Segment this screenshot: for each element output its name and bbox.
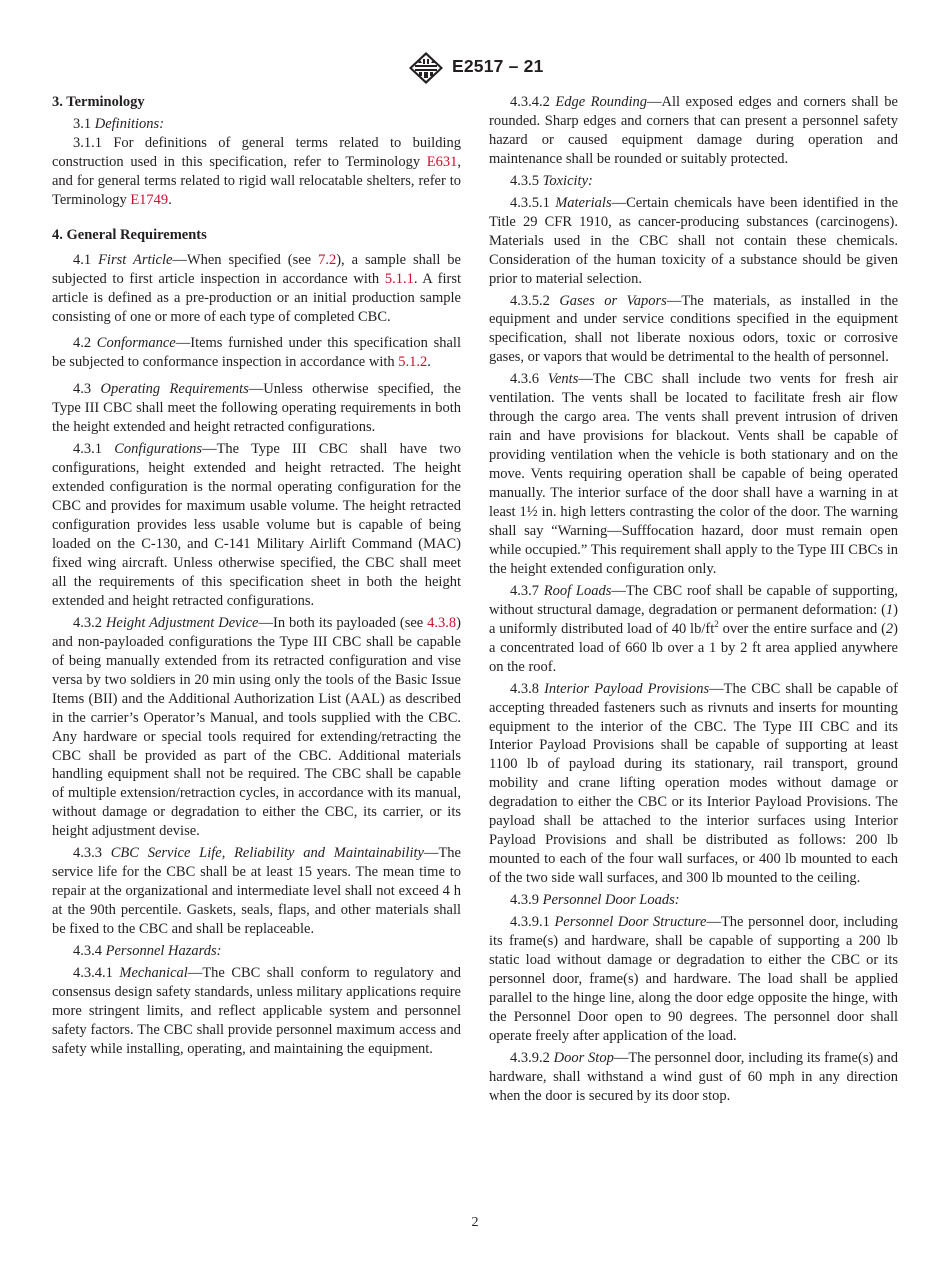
- page-number: 2: [471, 1215, 479, 1230]
- section-3-heading: 3. Terminology: [52, 94, 145, 110]
- paragraph-3-1: 3.1 Definitions:: [73, 115, 165, 132]
- astm-logo-icon: [406, 51, 446, 85]
- link-5-1-2[interactable]: 5.1.2: [398, 354, 428, 371]
- link-7-2[interactable]: 7.2: [318, 251, 337, 268]
- paragraph-4-1: 4.1 First Article—When specified (see 7.2), a sample shall be subjected to first article inspection in accordance with 5.1.1. A first article is defined as a pre-production or an initial production sample consisting of one or more of each type of completed CBC.: [52, 251, 462, 325]
- paragraph-4-3-9-1: 4.3.9.1 Personnel Door Structure—The personnel door, including its frame(s) and hardware, shall be capable of supporting a 200 lb static load without damage or degradation to either the CBC or its personnel door, frame(s) and hardware. The load shall be applied parallel to the hinge line, along the door edge opposite the hinge, with the Personnel Door open to 90 degrees. The personnel door shall operate freely after application of the load.: [489, 914, 898, 1044]
- paragraph-4-3-4-1: 4.3.4.1 Mechanical—The CBC shall conform to regulatory and consensus design safety standards, unless military applications require more stringent limits, and reflect applicable system and personnel safety factors. The CBC shall provide personnel maximum access and safety while installing, operating, and maintaining the equipment.: [52, 964, 462, 1057]
- paragraph-4-3-5-1: 4.3.5.1 Materials—Certain chemicals have been identified in the Title 29 CFR 1910, as cancer-producing substances (carcinogens). Materials used in the CBC shall not contain these chemicals. Consideration of the human toxicity of a substance should be given prior to material selection.: [489, 194, 899, 287]
- section-4-heading: 4. General Requirements: [52, 226, 207, 243]
- paragraph-4-3: 4.3 Operating Requirements—Unless otherwise specified, the Type III CBC shall meet the following operating requirements in both the height extended and height retracted configurations.: [52, 381, 461, 436]
- document-designation: E2517 – 21: [452, 56, 544, 76]
- paragraph-4-3-5: 4.3.5 Toxicity:: [510, 172, 593, 189]
- page-header: [0, 51, 950, 85]
- paragraph-3-1-1: 3.1.1 For definitions of general terms related to building construction used in this specification, refer to Terminology E631, and for general terms related to rigid wall relocatable shelters, refer to Terminology E1749.: [52, 134, 461, 208]
- right-column: [489, 93, 898, 1109]
- paragraph-4-2: 4.2 Conformance—Items furnished under this specification shall be subjected to conformance inspection in accordance with 5.1.2.: [52, 335, 461, 371]
- paragraph-4-3-7: 4.3.7 Roof Loads—The CBC roof shall be capable of supporting, without structural damage, degradation or permanent deformation: (1) a uniformly distributed load of 40 $lb/ft^2$ over the entire surface and (2) a concentrated load of 660 lb over a 1 by 2 ft area applied anywhere on the roof.: [489, 582, 898, 675]
- paragraph-4-3-9-2: 4.3.9.2 Door Stop—The personnel door, including its frame(s) and hardware, shall withstand a wind gust of 60 mph in any direction when the door is secured by its door stop.: [489, 1049, 898, 1104]
- paragraph-4-3-9: 4.3.9 Personnel Door Loads:: [510, 892, 680, 909]
- paragraph-4-3-8: 4.3.8 Interior Payload Provisions—The CBC shall be capable of accepting threaded fasteners such as rivnuts and inserts for mounting equipment to the interior of the CBC. The Type III CBC and its Interior Payload Provisions shall be capable of supporting at least 1100 lb of payload during its stationary, rail transport, ground mobility and crane lifting operation modes without damage or degradation to either the CBC or its Interior Payload Provisions. The payload shall be attached to the interior surfaces using Interior Payload Provisions and shall be distributed as follows: 200 lb mounted to each of the four wall surfaces, or 400 lb mounted to each of the two side wall surfaces, and 300 lb mounted to the ceiling.: [489, 680, 899, 887]
- paragraph-4-3-6: 4.3.6 Vents—The CBC shall include two vents for fresh air ventilation. The vents shall be located to facilitate fresh air flow through the cargo area. The vents shall prevent intrusion of driven rain and have provisions for blackout. Vents shall be capable of providing ventilation when the vehicle is both stationary and on the move. Vents requiring operation shall be capable of being operated manually. The interior surface of the door shall have a warning in at least 1½ in. high letters contrasting the color of the door. The warning shall say “Warning—Sufffocation hazard, door must remain open while occupied.” This requirement shall apply to the Type III CBCs in the height extended configuration only.: [489, 371, 898, 577]
- paragraph-4-3-4: 4.3.4 Personnel Hazards:: [73, 943, 222, 960]
- paragraph-4-3-4-2: 4.3.4.2 Edge Rounding—All exposed edges and corners shall be rounded. Sharp edges and corners that can present a personnel safety hazard or caused equipment damage during operation and maintenance shall be rounded or suitably protected.: [489, 94, 898, 167]
- link-4-3-8[interactable]: 4.3.8: [427, 614, 457, 631]
- paragraph-4-3-1: 4.3.1 Configurations—The Type III CBC shall have two configurations, height extended and height retracted. The height extended configuration is the normal operating configuration for the CBC and provides for maximum usable volume. The height retracted configuration provides less usable volume but is capable of being loaded on the C-130, and C-141 Military Airlift Command (MAC) fixed wing aircraft. Unless otherwise specified, the CBC shall meet all the requirements of this specification sheet in both the height extended and height retracted configurations.: [52, 441, 461, 609]
- paragraph-4-3-3: 4.3.3 CBC Service Life, Reliability and Maintainability—The service life for the CBC shall be at least 15 years. The mean time to repair at the organizational and intermediate level shall not exceed 4 h at the 90th percentile. Gaskets, seals, flaps, and other materials shall be fixed to the CBC and shall be replaceable.: [52, 845, 461, 938]
- left-column: [52, 93, 461, 1062]
- link-e1749[interactable]: E1749: [130, 191, 169, 208]
- link-e631[interactable]: E631: [426, 153, 458, 170]
- paragraph-4-3-5-2: 4.3.5.2 Gases or Vapors—The materials, as installed in the equipment and under service conditions specified in the equipment specification, shall not liberate noxious odors, toxic or corrosive gases, or vapors that would be detrimental to the health of personnel.: [489, 292, 899, 366]
- paragraph-4-3-2: 4.3.2 Height Adjustment Device—In both its payloaded (see 4.3.8) and non-payloaded configurations the Type III CBC shall be capable of being manually extended from its retracted configuration and vise versa by two soldiers in 20 min using only the tools of the Basic Issue Items (BII) and the Additional Authorization List (AAL) as described in the carrier’s Operator’s Manual, and tools supplied with the CBC. Any hardware or special tools required for extending/retracting the CBC shall be provided as part of the CBC. Additional materials handling equipment shall not be required. The CBC shall be capable of multiple extension/retraction cycles, in accordance with its manual, without damage or degradation to either the CBC, its carrier, or its height adjustment devise.: [52, 614, 461, 840]
- link-5-1-1[interactable]: 5.1.1: [384, 270, 414, 287]
